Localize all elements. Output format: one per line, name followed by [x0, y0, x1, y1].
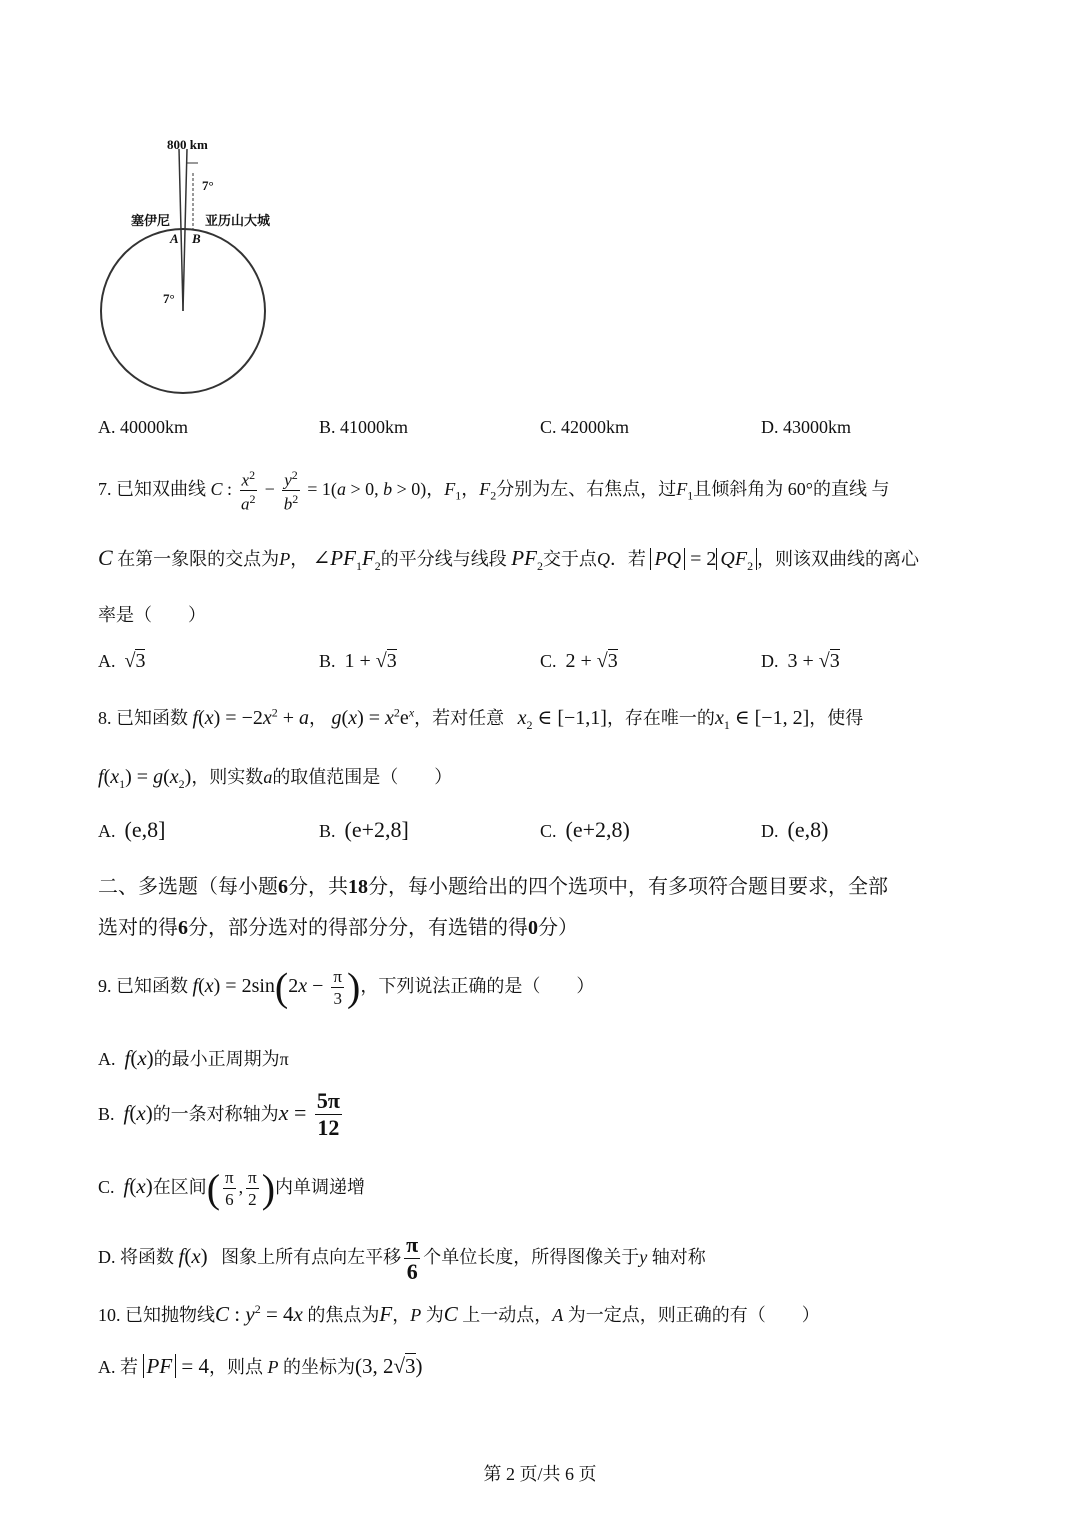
q7-option-b: B. 1 + √3 [319, 650, 397, 672]
q8-text-unique: ，存在唯一的 [606, 708, 715, 728]
figure-angle-top: 7° [202, 178, 214, 193]
q6-option-a: A. 40000km [98, 417, 188, 437]
q8-option-b: B. (e+2,8] [319, 817, 409, 842]
q8-f-def: $f(x) = -2x^2 + a$ [192, 705, 310, 729]
q10-parabola: C : $y^2 = 4x$ [215, 1302, 303, 1326]
page-footer: 第 2 页/共 6 页 [483, 1464, 597, 1484]
q7-c: C [98, 545, 113, 570]
q6-option-d: D. 43000km [761, 417, 851, 437]
q7-line2 [98, 545, 919, 574]
q8-text-such: ，使得 [809, 708, 864, 728]
q6-option-b: B. 41000km [319, 417, 409, 437]
earth-svg [95, 133, 295, 403]
q7-text-intersect: 在第一象限的交点为 [117, 549, 280, 569]
q6-option-c: C. 42000km [540, 417, 630, 437]
q7-f1b: $F_1$ [676, 479, 694, 503]
q8-a: a [263, 767, 273, 787]
section2-header-line2: 选对的得6分，部分选对的得部分分，有选错的得0分） [98, 917, 578, 939]
figure-height-label: 800 km [167, 137, 208, 152]
q8-equation: $f(x_1) = g(x_2)$ [98, 766, 192, 791]
figure-city-right: 亚历山大城 [205, 213, 271, 228]
q9-option-b: B. f(x)的一条对称轴为x = $\frac{5\pi}{12}$ [98, 1088, 340, 1141]
figure-city-left: 塞伊尼 [131, 213, 171, 228]
q8-g-def: $g(x) = x^2e^x$ [331, 705, 415, 729]
q7-text-meet: 交于点 [542, 549, 597, 569]
q7-q: Q [596, 549, 610, 569]
q7-text-eccentricity: ，则该双曲线的离心 [757, 549, 920, 569]
q7-angle: $\angle PF_1F_2$ [312, 546, 381, 574]
q8-prefix: 8. 已知函数 [98, 708, 188, 728]
q8-line2 [98, 763, 452, 792]
q7-sep2: ， [461, 479, 480, 499]
q7-sep1: ， [426, 479, 445, 499]
q9-option-a: A. f(x)的最小正周期为π [98, 1046, 289, 1070]
figure-earth-diagram [95, 133, 295, 403]
figure-angle-center: 7° [163, 291, 175, 306]
q7-line3: 率是（ ） [98, 605, 206, 625]
q7-f2: $F_2$ [479, 479, 497, 503]
q10-option-a: A. 若 PF = 4，则点 P 的坐标为(3, 2√3) [98, 1354, 423, 1378]
q7-text-if: ．若 [609, 549, 646, 569]
q8-line1 [98, 704, 863, 733]
q8-option-a: A. (e,8] [98, 817, 166, 842]
q7-line1 [98, 466, 889, 519]
q7-p: P [279, 549, 291, 569]
q8-text-range: 的取值范围是（ ） [272, 767, 453, 787]
q9-prefix: 9. 已知函数 [98, 976, 188, 996]
q9-option-d: D. 将函数 f(x) 图象上所有点向左平移 $\frac{\pi}{6}$ 个单位长度，所得图像关于y 轴对称 [98, 1232, 706, 1285]
q10-stem: 10. 已知抛物线C : $y^2 = 4x$ 的焦点为F，P 为C 上一动点，A 为一定点，则正确的有（ ） [98, 1302, 820, 1326]
q7-condition: PQ = 2 $QF_2$ [650, 548, 757, 570]
q7-hyperbola-equation: C : $\frac{x^2}{a^2}$ − $\frac{y^2}{b^2}$ = 1(a > 0, b > 0) [210, 467, 427, 515]
q8-x1-range: $x_1$ ∈ [−1, 2] [714, 707, 810, 732]
q7-text-line: 且倾斜角为 60°的直线 与 [693, 479, 890, 499]
q7-option-d: D. 3 + √3 [761, 650, 840, 672]
q9-stem [98, 958, 594, 1014]
q7-sep3: ， [290, 549, 309, 569]
section2-header-line1: 二、多选题（每小题6分，共18分，每小题给出的四个选项中，有多项符合题目要求，全部 [98, 876, 888, 898]
figure-point-a: A [170, 231, 179, 246]
q7-text-bisector: 的平分线与线段 [380, 549, 507, 569]
q7-f1: $F_1$ [444, 479, 462, 503]
q8-text-real: ，则实数 [191, 767, 264, 787]
q8-option-d: D. (e,8) [761, 817, 829, 842]
q9-suffix: ，下列说法正确的是（ ） [360, 976, 595, 996]
q8-sep1: ， [309, 708, 328, 728]
q7-text-focus: 分别为左、右焦点，过 [496, 479, 677, 499]
q7-prefix: 7. 已知双曲线 [98, 479, 206, 499]
q8-option-c: C. (e+2,8) [540, 817, 630, 842]
q9-option-c: C. f(x)在区间( $\frac{\pi}{6}$ , $\frac{\pi}{2}$ )内单调递增 [98, 1165, 366, 1211]
q10-prefix: 10. 已知抛物线 [98, 1305, 215, 1325]
q8-text-any: ，若对任意 [414, 708, 505, 728]
q7-option-c: C. 2 + √3 [540, 650, 618, 672]
figure-point-b: B [192, 231, 201, 246]
q9-function: f(x) = 2sin(2x − $\frac{\pi}{3}$ ) [192, 964, 361, 1010]
q8-x2-range: $x_2$ ∈ [−1,1] [517, 707, 607, 732]
q7-pf2: $PF_2$ [511, 546, 543, 574]
q7-option-a: A. √3 [98, 650, 146, 672]
